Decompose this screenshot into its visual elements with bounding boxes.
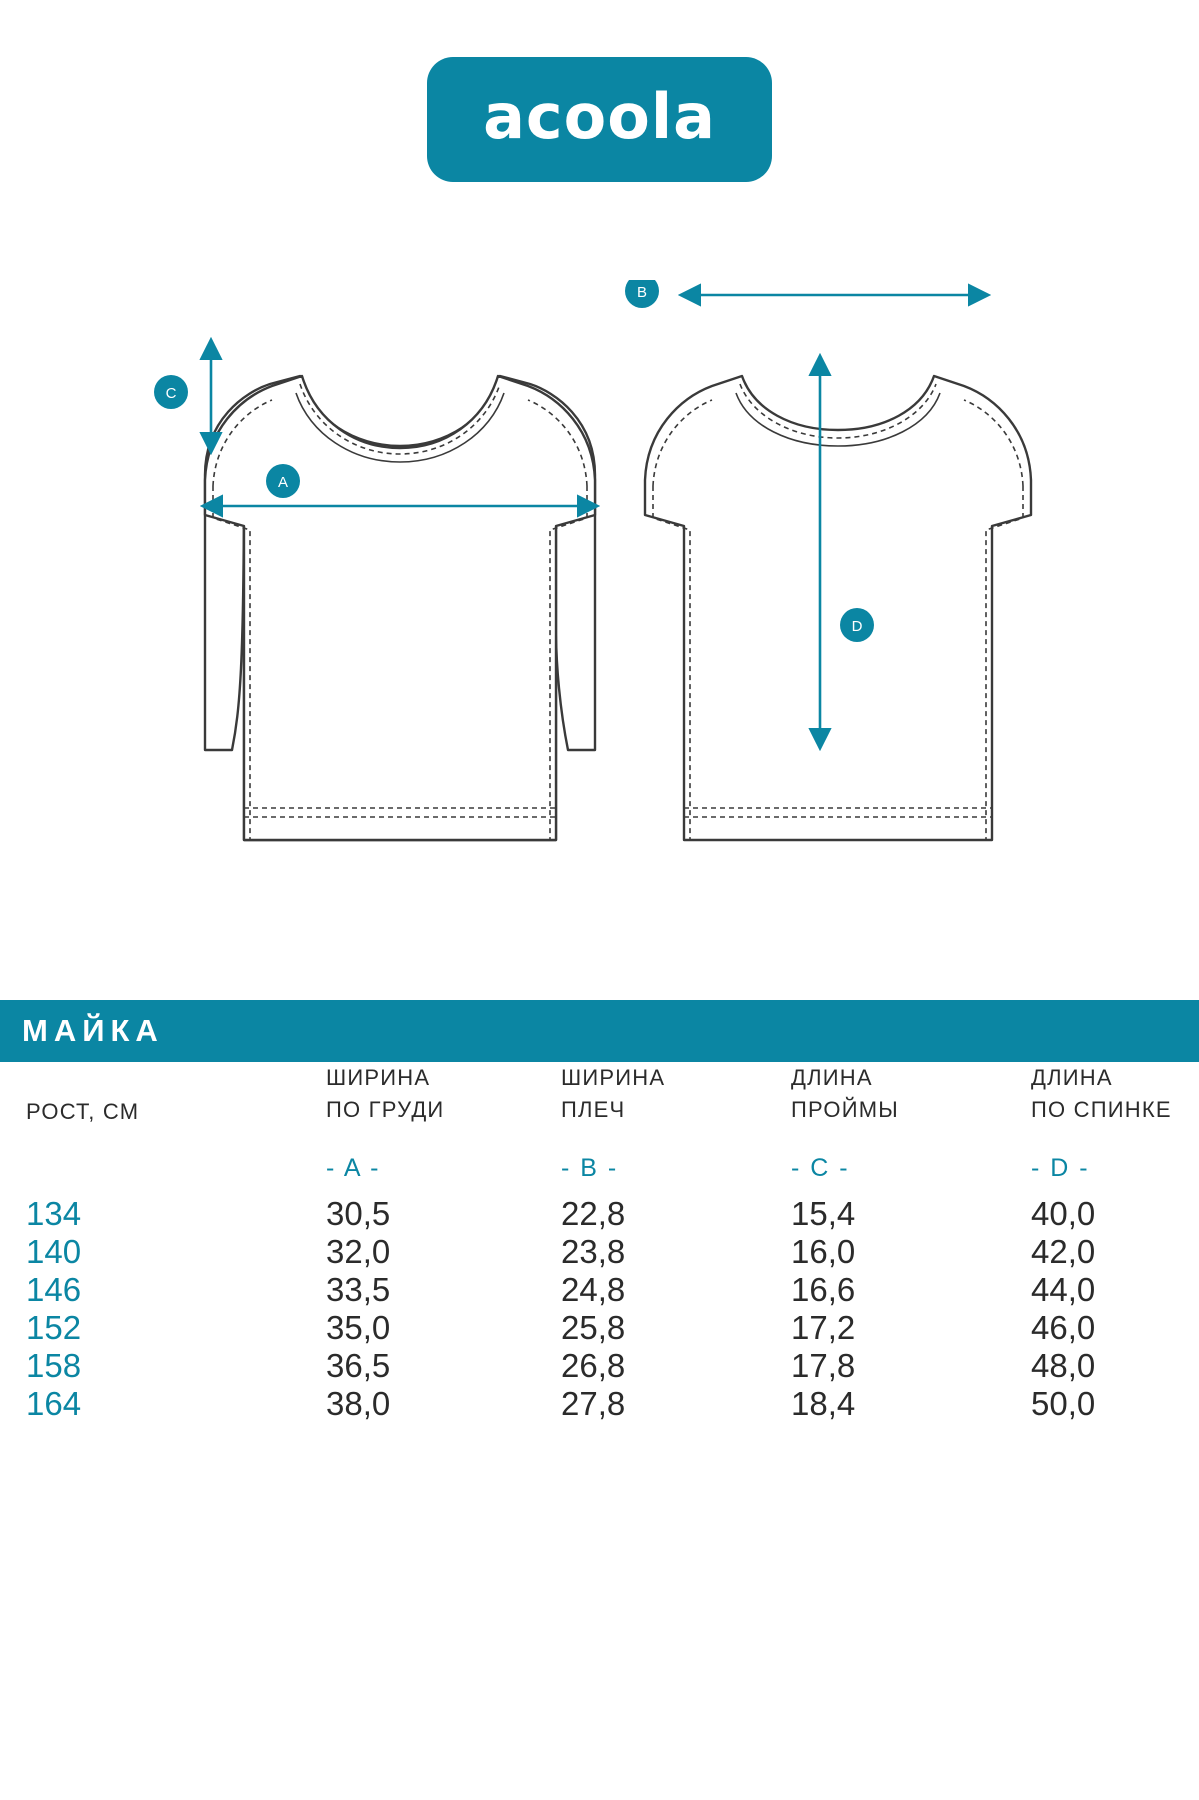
badge-b [625,280,659,308]
table-row [0,1347,1199,1385]
letter-b: - B - [561,1153,619,1182]
cell-chest: 36,5 [326,1346,391,1384]
cell-backlength: 40,0 [1031,1194,1096,1232]
column-header-chest-line1: ШИРИНА [326,1065,431,1090]
table-title-bar [0,1000,1199,1062]
svg-text:D: D [851,618,863,635]
badge-c [154,375,188,409]
cell-backlength: 48,0 [1031,1346,1096,1384]
cell-height: 146 [26,1270,82,1308]
column-header-backlength-line1: ДЛИНА [1031,1065,1113,1090]
cell-shoulder: 27,8 [561,1384,626,1422]
logo-text: acoola [483,79,716,153]
cell-armhole: 16,6 [791,1270,856,1308]
cell-height: 164 [26,1384,82,1422]
svg-text:B: B [636,284,648,301]
svg-text:A: A [277,474,289,491]
cell-backlength: 50,0 [1031,1384,1096,1422]
table-row [0,1233,1199,1271]
svg-text:C: C [165,385,177,402]
cell-shoulder: 23,8 [561,1232,626,1270]
cell-shoulder: 26,8 [561,1346,626,1384]
cell-backlength: 46,0 [1031,1308,1096,1346]
cell-chest: 33,5 [326,1270,391,1308]
cell-height: 134 [26,1194,82,1232]
cell-height: 158 [26,1346,82,1384]
table-letter-row [0,1128,1199,1195]
cell-shoulder: 22,8 [561,1194,626,1232]
table-row [0,1271,1199,1309]
letter-none [0,1128,300,1166]
size-table [0,1062,1199,1423]
column-header-chest-line2: ПО ГРУДИ [326,1096,445,1122]
cell-chest: 38,0 [326,1384,391,1422]
column-header-shoulder-line2: ПЛЕЧ [561,1096,626,1122]
table-row [0,1309,1199,1347]
size-table-section [0,1000,1199,1423]
cell-armhole: 17,8 [791,1346,856,1384]
cell-chest: 32,0 [326,1232,391,1270]
cell-shoulder: 25,8 [561,1308,626,1346]
measurement-diagram [0,280,1199,900]
badge-d [840,608,874,642]
cell-height: 140 [26,1232,82,1270]
cell-chest: 30,5 [326,1194,391,1232]
letter-a: - A - [326,1153,381,1182]
cell-shoulder: 24,8 [561,1270,626,1308]
table-row [0,1385,1199,1423]
cell-armhole: 15,4 [791,1194,856,1232]
page-title: МАЙКА [22,1013,164,1048]
column-header-armhole-line1: ДЛИНА [791,1065,873,1090]
cell-backlength: 44,0 [1031,1270,1096,1308]
tank-top-back-view [645,376,1031,840]
cell-armhole: 16,0 [791,1232,856,1270]
letter-c: - C - [791,1153,850,1182]
badge-a [266,464,300,498]
brand-logo [0,57,1199,182]
cell-backlength: 42,0 [1031,1232,1096,1270]
table-header-row [0,1062,1199,1128]
column-header-armhole-line2: ПРОЙМЫ [791,1096,899,1122]
table-row [0,1195,1199,1233]
column-header-height: РОСТ, СМ [26,1099,140,1124]
column-header-backlength-line2: ПО СПИНКЕ [1031,1096,1172,1122]
column-header-shoulder-line1: ШИРИНА [561,1065,666,1090]
cell-chest: 35,0 [326,1308,391,1346]
cell-height: 152 [26,1308,82,1346]
letter-d: - D - [1031,1153,1090,1182]
cell-armhole: 18,4 [791,1384,856,1422]
cell-armhole: 17,2 [791,1308,856,1346]
tank-top-front-view [205,376,595,840]
logo-badge [427,57,772,182]
